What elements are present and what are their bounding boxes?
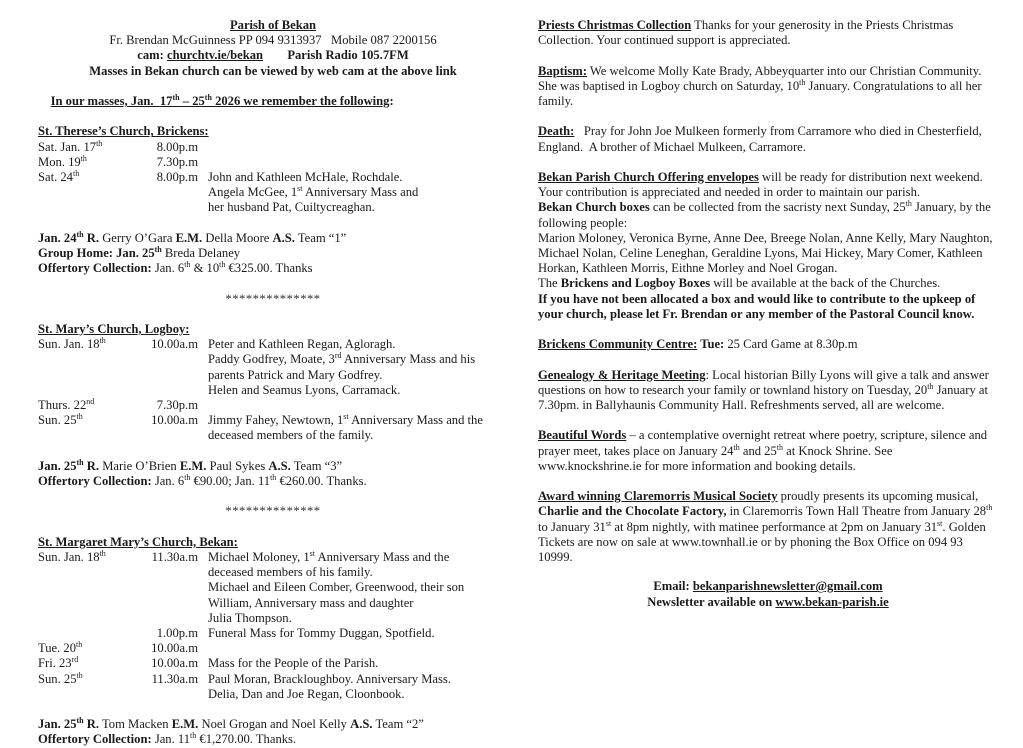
notice-brickens-logboy-boxes: The Brickens and Logboy Boxes will be available at the back of the Churches. — [538, 276, 941, 291]
intention-line: Michael and Eileen Comber, Greenwood, their son — [208, 580, 465, 595]
offertory-line: Offertory Collection: Jan. 6th €90.00; Jan. 11th €260.00. Thanks. — [38, 472, 367, 488]
church-name: St. Margaret Mary’s Church, Bekan: — [38, 534, 238, 549]
mass-row — [38, 641, 508, 656]
mass-intentions — [208, 170, 508, 216]
ministers-line: Jan. 25th R. Tom Macken E.M. Noel Grogan and Noel Kelly A.S. Team “2” — [38, 716, 424, 732]
intention-line: Julia Thompson. — [208, 610, 292, 625]
website-link[interactable]: www.bekan-parish.ie — [775, 594, 889, 609]
mass-day: Sat. Jan. 17th — [38, 138, 103, 154]
section-separator: ************** — [225, 291, 321, 306]
mass-row — [38, 140, 508, 155]
intention-line: Paddy Godfrey, Moate, 3rd Anniversary Mass and his — [208, 351, 476, 367]
mass-intentions — [208, 550, 508, 626]
section-separator: ************** — [225, 504, 321, 519]
mass-time: 7.30p.m — [156, 398, 198, 412]
mass-day: Sun. Jan. 18th — [38, 548, 106, 564]
mass-intentions — [208, 337, 508, 398]
intention-line — [208, 140, 508, 155]
cam-line: cam: churchtv.ie/bekan Parish Radio 105.7FM — [137, 48, 409, 63]
remember-heading: In our masses, Jan. 17th – 25th 2026 we remember the following: — [50, 93, 394, 109]
mass-row — [38, 550, 508, 626]
mass-day: Thurs. 22nd — [38, 397, 95, 412]
mass-intentions — [208, 626, 508, 641]
mass-time: 10.00a.m — [151, 413, 198, 428]
ministers-line: Jan. 25th R. Marie O’Brien E.M. Paul Sykes A.S. Team “3” — [38, 457, 343, 473]
mass-time: 8.00p.m — [156, 139, 198, 154]
mass-row — [38, 337, 508, 398]
newsletter-header — [38, 18, 508, 79]
mass-time: 11.30a.m — [151, 549, 198, 564]
mass-day: Mon. 19th — [38, 153, 87, 169]
parish-title: Parish of Bekan — [229, 18, 317, 32]
notices-column — [538, 18, 998, 610]
notice-envelopes: Bekan Parish Church Offering envelopes will be ready for distribution next weekend. Your contribution is appreciated and needed in order to maintain our parish. — [538, 169, 983, 200]
box-collectors-list: Marion Moloney, Veronica Byrne, Anne Dee, Breege Nolan, Anne Kelly, Mary Naughton, Michael Nolan, Celine Leneghan, Geraldine Lyons, Mai Hickey, Mary Comer, Kathleen Horkan, Kathleen Morris, Eithne Morley and Noel Grogan. — [538, 230, 993, 276]
mass-day: Sat. 24th — [38, 169, 80, 184]
ministers-line: Jan. 24th R. Gerry O’Gara E.M. Della Moore A.S. Team “1” — [38, 229, 347, 245]
mass-intentions — [208, 155, 508, 170]
notice-beautiful-words: Beautiful Words – a contemplative overnight retreat where poetry, scripture, silence and prayer meet, takes place on January 24th and 25th at Knock Shrine. See www.knockshrine.ie for more information and booking details. — [538, 428, 988, 473]
parish-radio: Parish Radio 105.7FM — [287, 48, 409, 63]
notice-musical-society: Award winning Claremorris Musical Society proudly presents its upcoming musical, Charlie and the Chocolate Factory, in Claremorris Town Hall Theatre from January 28th to January 31st at 8pm nightly, with matinee performance at 2pm on January 31st. Golden Tickets are now on sale at www.townhall.ie or by phoning the Box Office on 094 93 10999. — [538, 489, 993, 564]
mass-row — [38, 170, 508, 216]
mass-time: 8.00p.m — [156, 170, 198, 184]
mass-day: Sun. 25th — [38, 412, 83, 428]
offertory-line: Offertory Collection: Jan. 6th & 10th €325.00. Thanks — [38, 260, 313, 276]
intention-line: Peter and Kathleen Regan, Agloragh. — [208, 337, 396, 352]
intention-line — [208, 641, 508, 656]
church-section — [38, 535, 508, 748]
box-appeal: If you have not been allocated a box and would like to contribute to the upkeep of your church, please let Fr. Brendan or any member of the Pastoral Council know. — [538, 291, 976, 321]
mass-time: 10.00a.m — [151, 337, 198, 352]
intention-line: Michael Moloney, 1st Anniversary Mass and the — [208, 548, 450, 564]
intention-line: Funeral Mass for Tommy Duggan, Spotfield. — [208, 625, 435, 640]
church-sections — [38, 124, 508, 747]
mass-intentions — [208, 672, 508, 702]
intention-line: Jimmy Fahey, Newtown, 1st Anniversary Mass and the — [208, 412, 483, 428]
mass-day: Tue. 20th — [38, 640, 83, 656]
notice-priests-collection: Priests Christmas Collection Thanks for your generosity in the Priests Christmas Collection. Your continued support is appreciated. — [538, 18, 954, 48]
intention-line — [208, 398, 508, 413]
notice-genealogy: Genealogy & Heritage Meeting: Local historian Billy Lyons will give a talk and answer questions on how to research your family or townland history on Tuesday, 20th January at 7.30pm. in Ballyhaunis Community Hall. Refreshments served, all are welcome. — [538, 367, 989, 412]
mass-intentions — [208, 641, 508, 656]
priest-contact: Fr. Brendan McGuinness PP 094 9313937 Mobile 087 2200156 — [109, 33, 437, 48]
intention-line: her husband Pat, Cuiltycreaghan. — [208, 200, 375, 215]
church-section — [38, 124, 508, 322]
website-line: Newsletter available on www.bekan-parish.ie — [647, 594, 889, 609]
mass-schedule-column — [38, 18, 508, 748]
intention-line: Mass for the People of the Parish. — [208, 656, 379, 671]
newsletter-footer — [538, 579, 998, 609]
email-link[interactable]: bekanparishnewsletter@gmail.com — [692, 579, 883, 594]
mass-time: 1.00p.m — [156, 625, 198, 640]
mass-day: Fri. 23rd — [38, 655, 79, 671]
mass-intentions — [208, 140, 508, 155]
intention-line: parents Patrick and Mary Godfrey. — [208, 367, 383, 382]
mass-intentions — [208, 413, 508, 443]
email-line: Email: bekanparishnewsletter@gmail.com — [653, 579, 883, 594]
intention-line — [208, 155, 508, 170]
notice-death: Death: Pray for John Joe Mulkeen formerly from Carramore who died in Chesterfield, England. A brother of Michael Mulkeen, Carramore. — [538, 124, 985, 154]
mass-intentions — [208, 398, 508, 413]
intention-line: Delia, Dan and Joe Regan, Cloonbook. — [208, 686, 405, 701]
mass-day: Sun. 25th — [38, 670, 83, 686]
church-name: St. Mary’s Church, Logboy: — [38, 321, 190, 336]
intention-line: William, Anniversary mass and daughter — [208, 595, 414, 610]
notice-baptism: Baptism: We welcome Molly Kate Brady, Abbeyquarter into our Christian Community. She was baptised in Logboy church on Saturday, 10th January. Congratulations to all her family. — [538, 63, 982, 108]
intention-line: deceased members of his family. — [208, 565, 373, 580]
mass-time: 7.30p.m — [156, 154, 198, 169]
intention-line: Paul Moran, Brackloughboy. Anniversary Mass. — [208, 671, 451, 686]
church-section — [38, 322, 508, 535]
offertory-line: Offertory Collection: Jan. 11th €1,270.00. Thanks. — [38, 731, 297, 747]
notice-church-boxes: Bekan Church boxes can be collected from the sacristy next Sunday, 25th January, by the following people: — [538, 199, 991, 230]
mass-row — [38, 656, 508, 671]
intention-line: Helen and Seamus Lyons, Carramack. — [208, 382, 401, 397]
webcam-note: Masses in Bekan church can be viewed by web cam at the above link — [89, 63, 457, 78]
mass-time: 10.00a.m — [151, 641, 198, 656]
mass-day: Sun. Jan. 18th — [38, 336, 106, 352]
mass-row — [38, 672, 508, 702]
mass-time: 11.30a.m — [151, 671, 198, 686]
intention-line: John and Kathleen McHale, Rochdale. — [208, 170, 403, 184]
group-home-line: Group Home: Jan. 25th Breda Delaney — [38, 245, 241, 260]
intention-line: Angela McGee, 1st Anniversary Mass and — [208, 184, 419, 200]
mass-row — [38, 155, 508, 170]
mass-time: 10.00a.m — [151, 656, 198, 671]
mass-row — [38, 413, 508, 443]
mass-row — [38, 398, 508, 413]
notice-community-centre: Brickens Community Centre: Tue: 25 Card Game at 8.30p.m — [538, 337, 858, 352]
intention-line: deceased members of the family. — [208, 428, 374, 443]
churchtv-link[interactable]: churchtv.ie/bekan — [167, 48, 263, 63]
mass-intentions — [208, 656, 508, 671]
mass-row — [38, 626, 508, 641]
church-name: St. Therese’s Church, Brickens: — [38, 124, 209, 139]
